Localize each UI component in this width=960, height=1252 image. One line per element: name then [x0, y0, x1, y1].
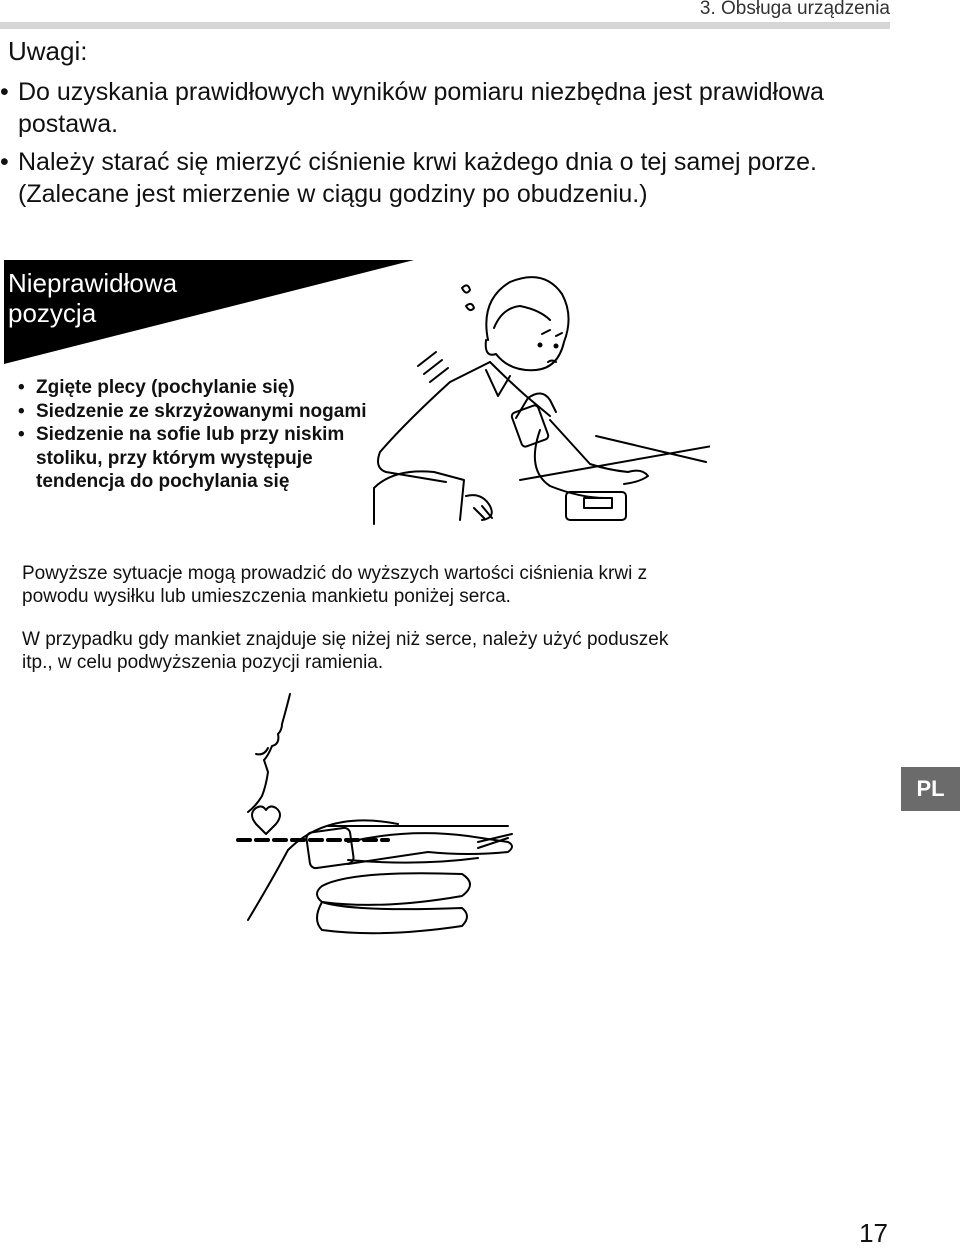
problem-text: Siedzenie na sofie lub przy niskim stoliku, przy którym występuje tendencja do pochylania się [36, 424, 345, 492]
incorrect-position-list [18, 376, 368, 494]
advice-paragraph: W przypadku gdy mankiet znajduje się niżej niż serce, należy użyć poduszek itp., w celu podwyższenia pozycji ramienia. [22, 629, 669, 673]
note-text: Należy starać się mierzyć ciśnienie krwi każdego dnia o tej samej porze. (Zalecane jest mierzenie w ciągu godziny po obudzeniu.) [18, 148, 817, 208]
bullet: • [18, 424, 25, 445]
bullet: • [18, 377, 25, 398]
incorrect-posture-illustration [370, 270, 710, 530]
label-line: Nieprawidłowa [8, 268, 178, 298]
section-title: 3. Obsługa urządzenia [699, 0, 890, 19]
problem-text: Siedzenie ze skrzyżowanymi nogami [36, 400, 367, 422]
incorrect-position-label [8, 268, 228, 328]
bullet: • [18, 400, 25, 422]
notes-heading: Uwagi: [8, 36, 88, 66]
problem-item [18, 423, 368, 494]
header-rule [0, 22, 890, 29]
problem-item [18, 376, 368, 400]
note-item [0, 76, 880, 140]
bullet: • [0, 78, 9, 106]
notes-list [0, 76, 880, 216]
language-tab: PL [901, 767, 960, 811]
note-item [0, 146, 880, 210]
page-number: 17 [859, 1218, 888, 1248]
label-line: pozycja [8, 298, 97, 328]
bullet: • [0, 148, 9, 176]
problem-text: Zgięte plecy (pochylanie się) [36, 377, 295, 398]
note-text: Do uzyskania prawidłowych wyników pomiaru niezbędna jest prawidłowa postawa. [18, 78, 824, 138]
effect-paragraph: Powyższe sytuacje mogą prowadzić do wyższych wartości ciśnienia krwi z powodu wysiłku lub umieszczenia mankietu poniżej serca. [22, 563, 648, 607]
problem-item [18, 400, 368, 424]
correct-posture-illustration [228, 690, 528, 940]
